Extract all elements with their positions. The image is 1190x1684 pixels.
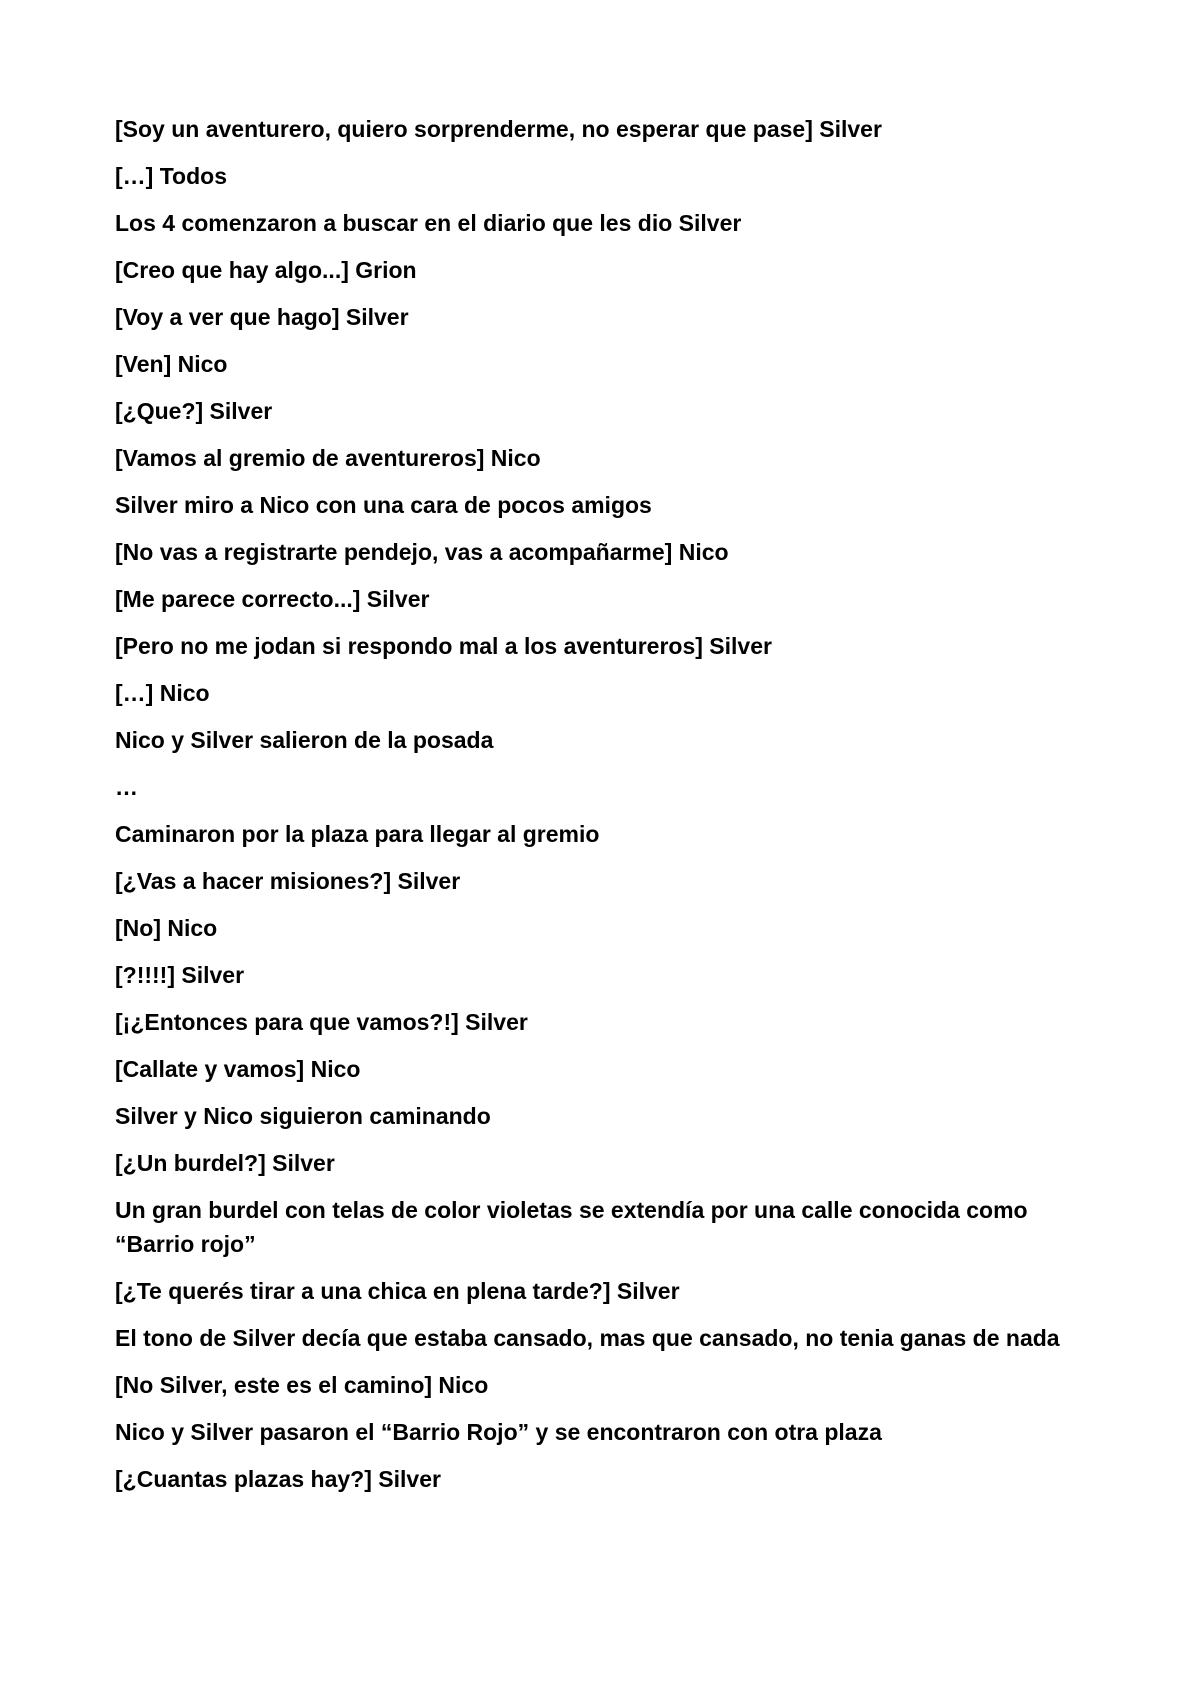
- text-line: [¿Vas a hacer misiones?] Silver: [115, 868, 461, 894]
- text-line: […] Nico: [115, 680, 210, 706]
- text-line: [Voy a ver que hago] Silver: [115, 304, 409, 330]
- text-line: Caminaron por la plaza para llegar al gremio: [115, 821, 600, 847]
- text-line: […] Todos: [115, 163, 227, 189]
- text-line: Silver y Nico siguieron caminando: [115, 1103, 491, 1129]
- text-line: [?!!!!] Silver: [115, 962, 245, 988]
- text-line: [¿Te querés tirar a una chica en plena tarde?] Silver: [115, 1278, 680, 1304]
- text-line: Nico y Silver salieron de la posada: [115, 727, 494, 753]
- text-line: [¿Cuantas plazas hay?] Silver: [115, 1466, 441, 1492]
- text-line: [¿Un burdel?] Silver: [115, 1150, 335, 1176]
- text-line: [Soy un aventurero, quiero sorprenderme, no esperar que pase] Silver: [115, 116, 882, 142]
- text-line: [Creo que hay algo...] Grion: [115, 257, 417, 283]
- text-line: [No Silver, este es el camino] Nico: [115, 1372, 489, 1398]
- text-line: Un gran burdel con telas de color violetas se extendía por una calle conocida como “Barrio rojo”: [115, 1197, 1028, 1257]
- text-line: El tono de Silver decía que estaba cansado, mas que cansado, no tenia ganas de nada: [115, 1325, 1060, 1351]
- text-line: [¿Que?] Silver: [115, 398, 273, 424]
- document-body: [115, 112, 1090, 1509]
- text-line: …: [115, 774, 138, 800]
- text-line: [Pero no me jodan si respondo mal a los aventureros] Silver: [115, 633, 772, 659]
- text-line: [No vas a registrarte pendejo, vas a acompañarme] Nico: [115, 539, 729, 565]
- text-line: [Me parece correcto...] Silver: [115, 586, 430, 612]
- text-line: [Callate y vamos] Nico: [115, 1056, 361, 1082]
- text-line: Silver miro a Nico con una cara de pocos amigos: [115, 492, 652, 518]
- text-line: [Vamos al gremio de aventureros] Nico: [115, 445, 541, 471]
- text-line: Nico y Silver pasaron el “Barrio Rojo” y se encontraron con otra plaza: [115, 1419, 882, 1445]
- text-line: [No] Nico: [115, 915, 218, 941]
- text-line: [Ven] Nico: [115, 351, 228, 377]
- text-line: [¡¿Entonces para que vamos?!] Silver: [115, 1009, 528, 1035]
- text-line: Los 4 comenzaron a buscar en el diario que les dio Silver: [115, 210, 742, 236]
